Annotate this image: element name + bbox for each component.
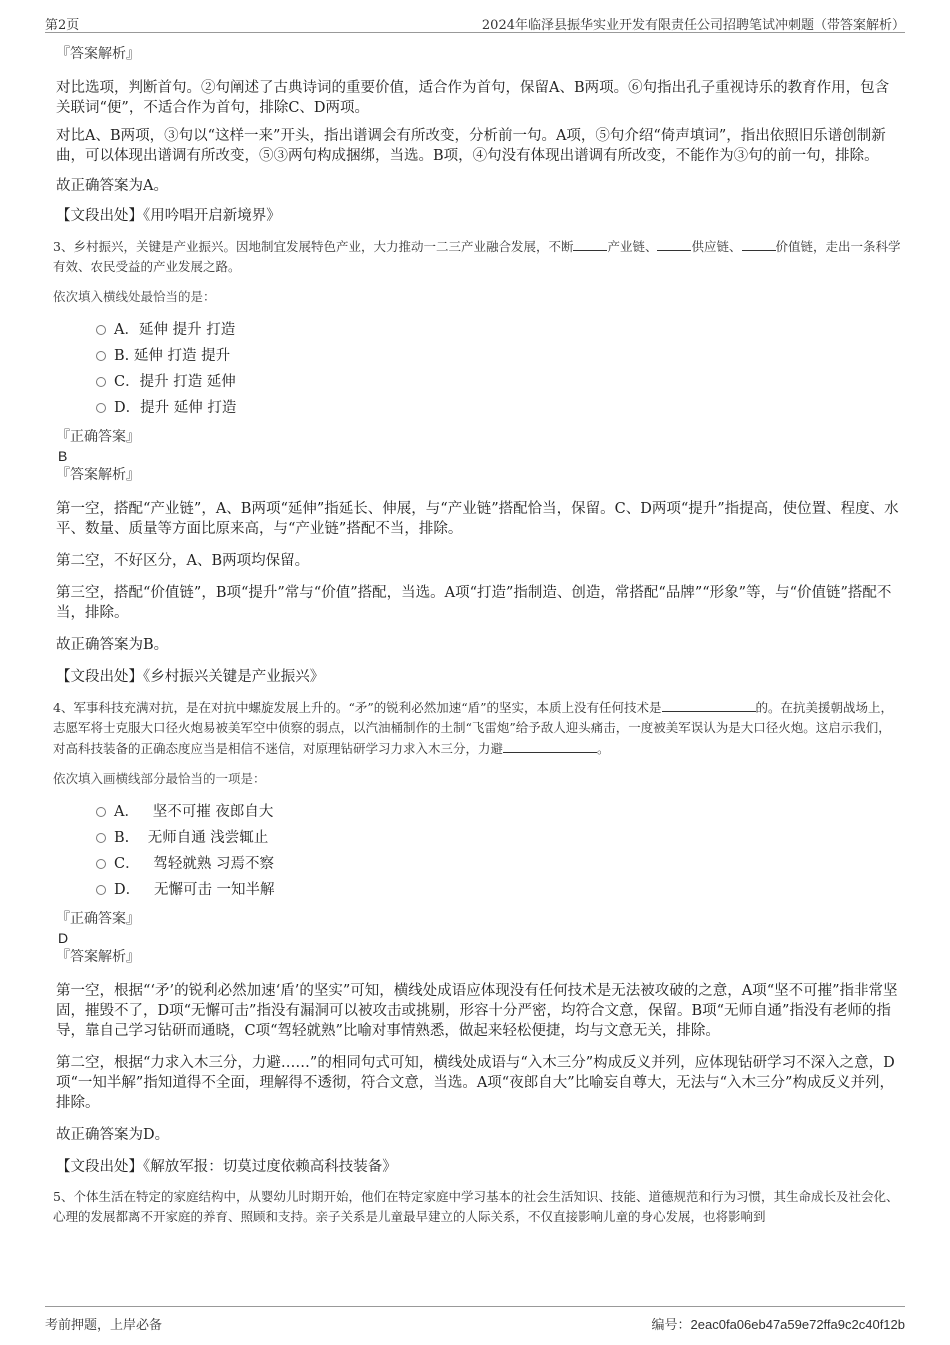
radio-button[interactable] <box>96 833 106 843</box>
q3-source: 【文段出处】《乡村振兴关键是产业振兴》 <box>56 669 325 685</box>
radio-button[interactable] <box>96 377 106 387</box>
q4-conclusion: 故正确答案为D。 <box>56 1127 170 1143</box>
q4-answer: D <box>58 930 69 946</box>
correct-answer-label: 『正确答案』 <box>56 911 140 927</box>
q3-answer: B <box>58 448 68 464</box>
document-id: 编号：2eac0fa06eb47a59e72ffa9c2c40f12b <box>651 1317 905 1332</box>
blank-line <box>742 236 776 251</box>
q2-conclusion: 故正确答案为A。 <box>56 178 168 194</box>
analysis-label: 『答案解析』 <box>56 46 140 62</box>
radio-button[interactable] <box>96 351 106 361</box>
q3-conclusion: 故正确答案为B。 <box>56 637 169 653</box>
document-title: 2024年临泽县振华实业开发有限责任公司招聘笔试冲刺题（带答案解析） <box>481 18 905 33</box>
blank-line <box>573 236 607 251</box>
blank-line <box>503 738 597 753</box>
q3-question-text: 3、乡村振兴，关键是产业振兴。因地制宜发展特色产业，大力推动一二三产业融合发展，不断 产业链、 供应链、 价值链，走出一条科学有效、农民受益的产业发展之路。 <box>53 236 902 277</box>
q4-analysis-para-1: 第一空，根据“‘矛’的锐利必然加速‘盾’的坚实”可知，横线处成语应体现没有任何技术是无法被攻破的之意，A项“坚不可摧”指非常坚固，摧毁不了，D项“无懈可击”指没有漏洞可以被攻击或挑剔，形容十分严密，均符合文意，保留。B项“无师自通”指没有老师的指导，靠自己学习钻研而通晓，C项“驾轻就熟”比喻对事情熟悉，做起来轻松便捷，均与文意无关，排除。 <box>56 983 898 1039</box>
blank-line <box>662 697 756 712</box>
q3-option-a[interactable]: A．延伸 提升 打造 <box>96 317 902 343</box>
q3-options <box>96 317 902 421</box>
q2-analysis-para-2: 对比A、B两项，③句以“这样一来”开头，指出谱调会有所改变，分析前一句。A项，⑤句介绍“倚声填词”，指出依照旧乐谱创制新曲，可以体现出谱调有所改变，⑤③两句构成捆绑，当选。B项，④句没有体现出谱调有所改变，不能作为③句的前一句，排除。 <box>56 128 886 164</box>
page-number: 第2页 <box>45 18 80 33</box>
q4-options <box>96 799 902 903</box>
q4-prompt: 依次填入画横线部分最恰当的一项是： <box>53 771 266 786</box>
q3-option-d[interactable]: D．提升 延伸 打造 <box>96 395 902 421</box>
q4-option-a[interactable]: A． 坚不可摧 夜郎自大 <box>96 799 902 825</box>
q5-question-text: 5、个体生活在特定的家庭结构中，从婴幼儿时期开始，他们在特定家庭中学习基本的社会生活知识、技能、道德规范和行为习惯，其生命成长及社会化、心理的发展都离不开家庭的养育、照顾和支持。亲子关系是儿童最早建立的人际关系，不仅直接影响儿童的身心发展，也将影响到 <box>53 1189 899 1224</box>
page-footer <box>45 1306 905 1333</box>
document-body <box>53 44 902 1227</box>
q3-analysis-para-2: 第二空，不好区分，A、B两项均保留。 <box>56 553 310 569</box>
footer-slogan: 考前押题，上岸必备 <box>45 1318 163 1333</box>
analysis-label: 『答案解析』 <box>56 949 140 965</box>
blank-line <box>657 236 691 251</box>
page-header <box>45 12 905 33</box>
correct-answer-label: 『正确答案』 <box>56 429 140 445</box>
q4-question-text: 4、军事科技充满对抗，是在对抗中螺旋发展上升的。“矛”的锐利必然加速“盾”的坚实，本质上没有任何技术是 的。在抗美援朝战场上，志愿军将士克服大口径火炮易被美军空中侦察的弱点，以汽油桶制作的土制“飞雷炮”给予敌人迎头痛击，一度被美军误认为是大口径火炮。这启示我们，对高科技装备的正确态度应当是相信不迷信，对原理钻研学习力求入木三分，力避 。 <box>53 697 902 759</box>
q4-option-c[interactable]: C． 驾轻就熟 习焉不察 <box>96 851 902 877</box>
q3-option-c[interactable]: C．提升 打造 延伸 <box>96 369 902 395</box>
q4-analysis-para-2: 第二空，根据“力求入木三分，力避……”的相同句式可知，横线处成语与“入木三分”构成反义并列，应体现钻研学习不深入之意，D项“一知半解”指知道得不全面，理解得不透彻，符合文意，当选。A项“夜郎自大”比喻妄自尊大，无法与“入木三分”构成反义并列，排除。 <box>56 1055 895 1111</box>
q3-analysis-para-3: 第三空，搭配“价值链”，B项“提升”常与“价值”搭配，当选。A项“打造”指制造、创造，常搭配“品牌”“形象”等，与“价值链”搭配不当，排除。 <box>56 585 892 621</box>
radio-button[interactable] <box>96 807 106 817</box>
radio-button[interactable] <box>96 403 106 413</box>
q4-source: 【文段出处】《解放军报：切莫过度依赖高科技装备》 <box>56 1159 397 1175</box>
q4-option-d[interactable]: D． 无懈可击 一知半解 <box>96 877 902 903</box>
q3-prompt: 依次填入横线处最恰当的是： <box>53 289 216 304</box>
radio-button[interactable] <box>96 885 106 895</box>
q3-option-b[interactable]: B. 延伸 打造 提升 <box>96 343 902 369</box>
radio-button[interactable] <box>96 859 106 869</box>
analysis-label: 『答案解析』 <box>56 467 140 483</box>
q2-analysis-para-1: 对比选项，判断首句。②句阐述了古典诗词的重要价值，适合作为首句，保留A、B两项。⑥句指出孔子重视诗乐的教育作用，包含关联词“便”，不适合作为首句，排除C、D两项。 <box>56 80 890 116</box>
q3-analysis-para-1: 第一空，搭配“产业链”，A、B两项“延伸”指延长、伸展，与“产业链”搭配恰当，保留。C、D两项“提升”指提高，使位置、程度、水平、数量、质量等方面比原来高，与“产业链”搭配不当，排除。 <box>56 501 899 537</box>
radio-button[interactable] <box>96 325 106 335</box>
q2-source: 【文段出处】《用吟唱开启新境界》 <box>56 208 281 224</box>
q4-option-b[interactable]: B. 无师自通 浅尝辄止 <box>96 825 902 851</box>
